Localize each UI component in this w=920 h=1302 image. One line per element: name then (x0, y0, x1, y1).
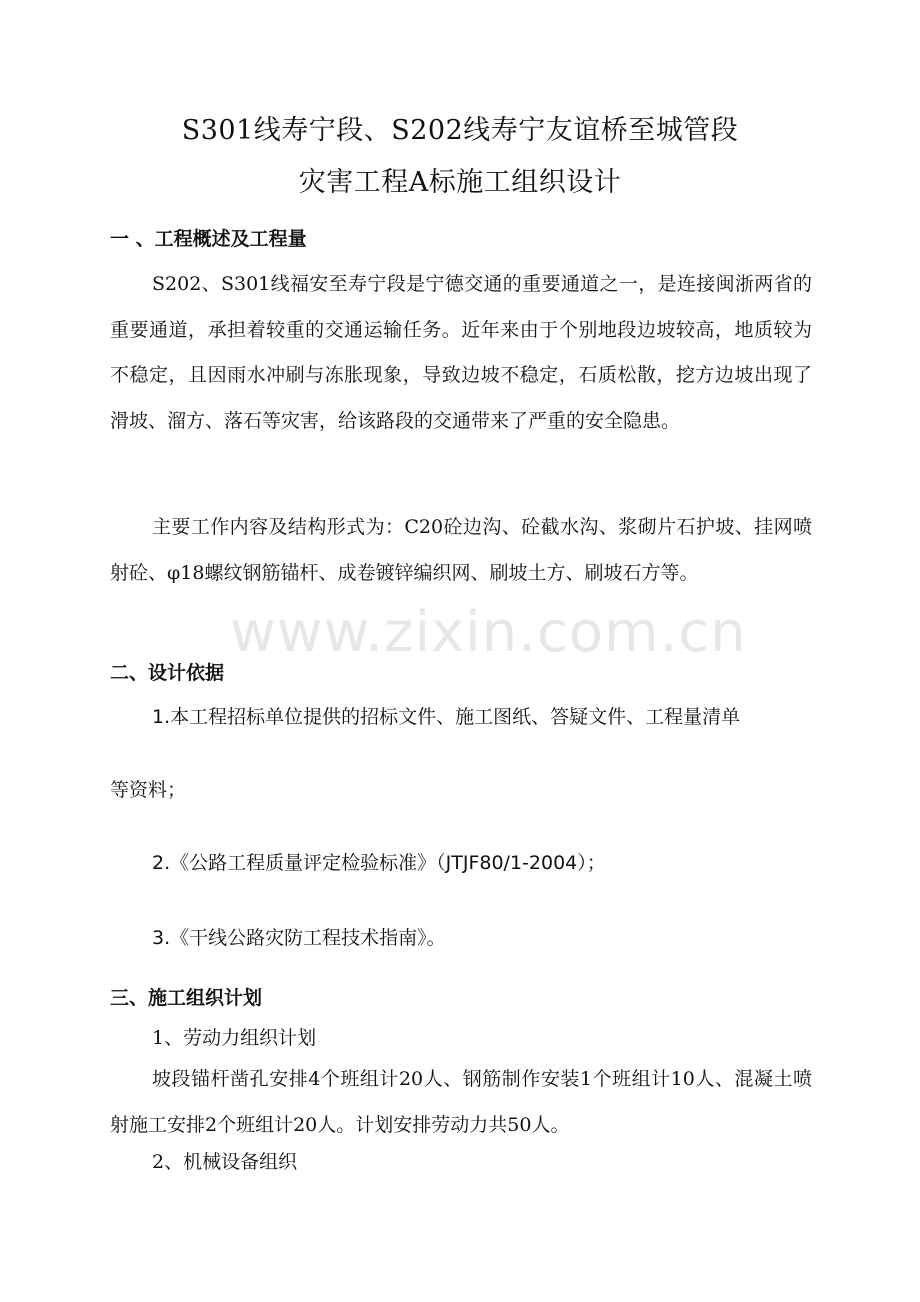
basis-item-3: 3.《干线公路灾防工程技术指南》。 (152, 927, 446, 949)
section-2-heading: 二、设计依据 (110, 662, 225, 684)
section-1-paragraph-1: S202、S301线福安至寿宁段是宁德交通的重要通道之一，是连接闽浙两省的重要通道，承担着较重的交通运输任务。近年来由于个别地段边坡较高，地质较为不稳定，且因雨水冲刷与冻胀现象，导致边坡不稳定，石质松散，挖方边坡出现了滑坡、溜方、落石等灾害，给该路段的交通带来了严重的安全隐患。 (110, 273, 812, 432)
section-1-heading: 一 、工程概述及工程量 (110, 228, 307, 250)
subsection-labor-plan: 1、劳动力组织计划 (152, 1027, 317, 1049)
document-title-line-1: S301线寿宁段、S202线寿宁友谊桥至城管段 (181, 115, 739, 146)
subsection-equipment-plan: 2、机械设备组织 (152, 1151, 298, 1173)
watermark: www.zixin.com.cn (230, 600, 747, 665)
basis-item-1-line-1: 1.本工程招标单位提供的招标文件、施工图纸、答疑文件、工程量清单 (152, 706, 741, 728)
basis-item-1-line-2: 等资料； (110, 779, 187, 801)
document-title-line-2: 灾害工程A标施工组织设计 (298, 167, 622, 198)
section-3-paragraph-1: 坡段锚杆凿孔安排4个班组计20人、钢筋制作安装1个班组计10人、混凝土喷射施工安排2个班组计20人。计划安排劳动力共50人。 (110, 1068, 812, 1136)
section-3-heading: 三、施工组织计划 (110, 987, 263, 1009)
section-1-paragraph-2: 主要工作内容及结构形式为：C20砼边沟、砼截水沟、浆砌片石护坡、挂网喷射砼、φ18螺纹钢筋锚杆、成卷镀锌编织网、刷坡土方、刷坡石方等。 (110, 516, 812, 584)
basis-item-2: 2.《公路工程质量评定检验标准》（JTJF80/1-2004）； (152, 852, 606, 874)
